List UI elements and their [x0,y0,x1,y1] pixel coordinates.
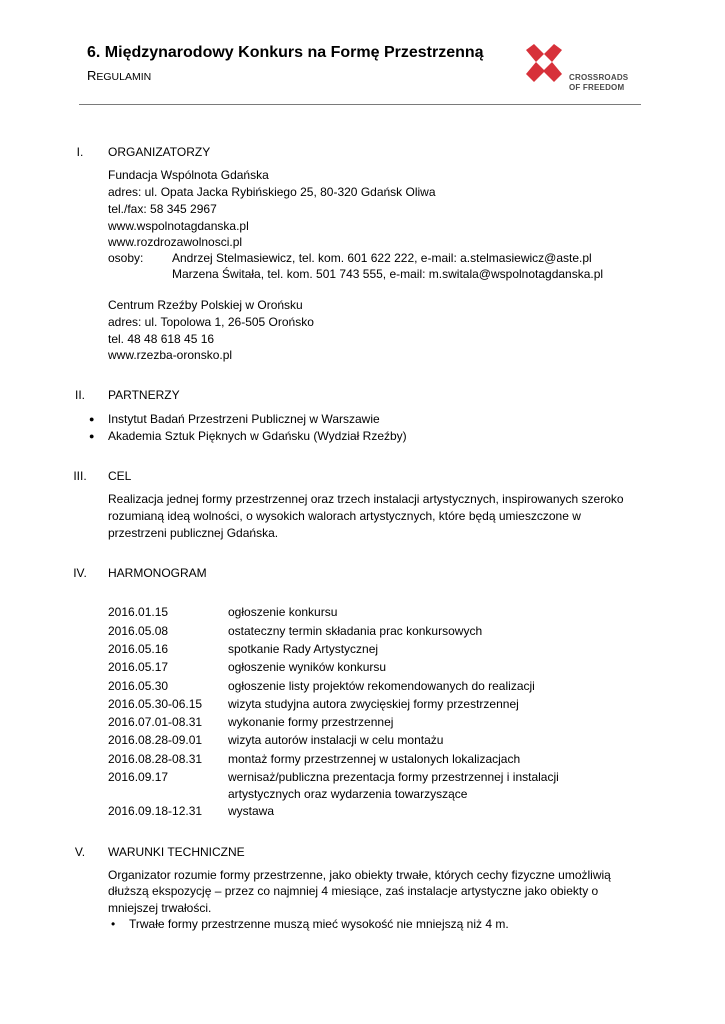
paragraph-line: Realizacja jednej formy przestrzennej oraz trzech instalacji artystycznych, inspirowanych szeroko [108,492,624,506]
section-heading: ORGANIZATORZY [108,145,211,159]
section-numeral: II. [74,388,85,402]
contact-person: Marzena Świtała, tel. kom. 501 743 555, e-mail: m.switala@wspolnotagdanska.pl [172,267,604,281]
schedule-date: 2016.09.18-12.31 [108,804,203,818]
section-heading: HARMONOGRAM [108,566,207,580]
schedule-description: wernisaż/publiczna prezentacja formy przestrzennej i instalacji [228,770,559,784]
subtitle-initial: R [87,68,97,83]
paragraph-line: rozumianą ideą wolności, o wysokich walorach artystycznych, które będą umieszczone w [108,509,581,523]
schedule-description: wystawa [228,804,275,818]
org-phone: tel./fax: 58 345 2967 [108,202,217,216]
bullet-icon: ● [89,431,95,441]
schedule-description: ogłoszenie listy projektów rekomendowanych do realizacji [228,679,535,693]
schedule-description: wizyta autorów instalacji w celu montażu [228,733,444,747]
bullet-icon: ● [89,414,95,424]
section-heading: CEL [108,469,132,483]
section-heading: WARUNKI TECHNICZNE [108,845,245,859]
partner-item: Akademia Sztuk Pięknych w Gdańsku (Wydział Rzeźby) [108,429,407,443]
document-subtitle [87,68,151,83]
paragraph-line: mniejszej trwałości. [108,901,212,915]
schedule-description: ogłoszenie konkursu [228,605,338,619]
section-heading: PARTNERZY [108,388,180,402]
schedule-date: 2016.05.08 [108,624,169,638]
technical-requirement-item: Trwałe formy przestrzenne muszą mieć wysokość nie mniejszą niż 4 m. [129,917,509,931]
org-phone: tel. 48 48 618 45 16 [108,332,215,346]
schedule-description: wizyta studyjna autora zwycięskiej formy przestrzennej [228,697,519,711]
subtitle-small-caps: EGULAMIN [96,71,152,83]
schedule-description: spotkanie Rady Artystycznej [228,642,379,656]
schedule-date: 2016.05.30 [108,679,169,693]
schedule-date: 2016.05.17 [108,660,169,674]
contact-person: Andrzej Stelmasiewicz, tel. kom. 601 622 222, e-mail: a.stelmasiewicz@aste.pl [172,251,592,265]
section-numeral: V. [74,845,86,859]
org-website-link[interactable]: www.rozdrozawolnosci.pl [108,235,243,249]
schedule-date: 2016.09.17 [108,770,169,784]
schedule-date: 2016.08.28-08.31 [108,752,203,766]
schedule-date: 2016.05.16 [108,642,169,656]
document-title: 6. Międzynarodowy Konkurs na Formę Przestrzenną [87,44,484,61]
org-name: Centrum Rzeźby Polskiej w Orońsku [108,298,303,312]
crossroads-x-icon [522,42,566,86]
schedule-date: 2016.08.28-09.01 [108,733,203,747]
persons-label: osoby: [108,251,144,265]
schedule-description-continued: artystycznych oraz wydarzenia towarzyszące [228,787,468,801]
schedule-description: ostateczny termin składania prac konkursowych [228,624,483,638]
section-numeral: IV. [73,566,87,580]
schedule-description: ogłoszenie wyników konkursu [228,660,387,674]
schedule-description: wykonanie formy przestrzennej [228,715,394,729]
paragraph-line: przestrzeni publicznej Gdańska. [108,526,279,540]
org-website-link[interactable]: www.wspolnotagdanska.pl [108,219,249,233]
schedule-date: 2016.01.15 [108,605,169,619]
section-numeral: I. [76,145,84,159]
section-numeral: III. [73,469,87,483]
paragraph-line: Organizator rozumie formy przestrzenne, jako obiekty trwałe, których cechy fizyczne umożliwią [108,868,611,882]
org-address: adres: ul. Opata Jacka Rybińskiego 25, 80-320 Gdańsk Oliwa [108,185,436,199]
logo-line-1: CROSSROADS [569,73,629,82]
document-header [79,40,641,105]
logo-line-2: OF FREEDOM [569,83,625,92]
schedule-date: 2016.07.01-08.31 [108,715,203,729]
partner-item: Instytut Badań Przestrzeni Publicznej w Warszawie [108,412,380,426]
schedule-date: 2016.05.30-06.15 [108,697,203,711]
bullet-icon: • [111,917,116,931]
org-address: adres: ul. Topolowa 1, 26-505 Orońsko [108,315,314,329]
schedule-description: montaż formy przestrzennej w ustalonych lokalizacjach [228,752,521,766]
paragraph-line: dłuższą ekspozycję – przez co najmniej 4 miesiące, zaś instalacje artystyczne jako obiekty o [108,884,599,898]
org-website-link[interactable]: www.rzezba-oronsko.pl [108,348,233,362]
logo-wordmark [569,73,628,93]
crossroads-of-freedom-logo [522,42,642,100]
org-name: Fundacja Wspólnota Gdańska [108,168,269,182]
